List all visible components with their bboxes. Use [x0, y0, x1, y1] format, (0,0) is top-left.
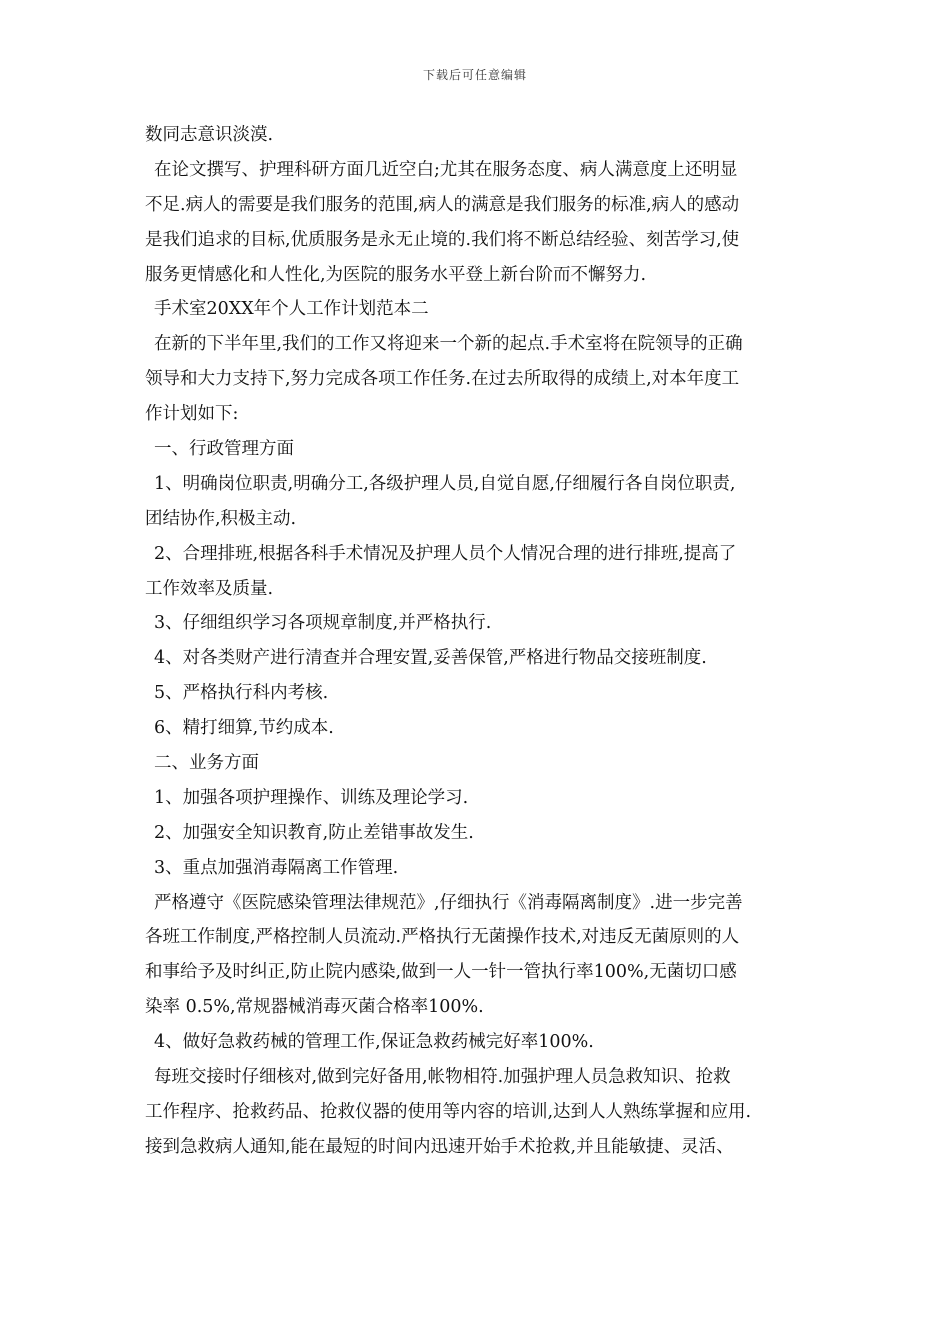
text-line: 作计划如下:: [145, 404, 239, 425]
text-line: 4、对各类财产进行清查并合理安置,妥善保管,严格进行物品交接班制度.: [154, 648, 707, 669]
text-line: 服务更情感化和人性化,为医院的服务水平登上新台阶而不懈努力.: [145, 264, 647, 285]
text-line: 和事给予及时纠正,防止院内感染,做到一人一针一管执行率100%,无菌切口感: [145, 962, 737, 983]
text-line: 接到急救病人通知,能在最短的时间内迅速开始手术抢救,并且能敏捷、灵活、: [145, 1136, 734, 1157]
text-line: 不足.病人的需要是我们服务的范围,病人的满意是我们服务的标准,病人的感动: [145, 194, 740, 215]
text-line: 在论文撰写、护理科研方面几近空白;尤其在服务态度、病人满意度上还明显: [154, 159, 738, 180]
text-line: 工作效率及质量.: [145, 578, 274, 599]
document-body: [145, 118, 813, 1165]
text-line: 是我们追求的目标,优质服务是永无止境的.我们将不断总结经验、刻苦学习,使: [145, 229, 740, 250]
text-line: 1、加强各项护理操作、训练及理论学习.: [154, 787, 469, 808]
text-line: 4、做好急救药械的管理工作,保证急救药械完好率100%.: [154, 1032, 594, 1053]
text-line: 团结协作,积极主动.: [145, 508, 297, 529]
text-line: 数同志意识淡漠.: [145, 125, 274, 145]
text-line: 工作程序、抢救药品、抢救仪器的使用等内容的培训,达到人人熟练掌握和应用.: [145, 1101, 752, 1122]
text-line: 2、加强安全知识教育,防止差错事故发生.: [154, 822, 474, 843]
text-line: 3、重点加强消毒隔离工作管理.: [154, 857, 399, 878]
text-line: 2、合理排班,根据各科手术情况及护理人员个人情况合理的进行排班,提高了: [154, 543, 737, 564]
text-line: 6、精打细算,节约成本.: [154, 718, 334, 739]
text-line: 在新的下半年里,我们的工作又将迎来一个新的起点.手术室将在院领导的正确: [154, 334, 743, 355]
page-header-note: 下载后可任意编辑: [422, 68, 527, 82]
text-line: 染率 0.5%,常规器械消毒灭菌合格率100%.: [145, 997, 484, 1018]
text-line: 手术室20XX年个人工作计划范本二: [154, 299, 429, 320]
text-line: 一、行政管理方面: [154, 439, 294, 460]
text-line: 1、明确岗位职责,明确分工,各级护理人员,自觉自愿,仔细履行各自岗位职责,: [154, 473, 736, 494]
text-line: 严格遵守《医院感染管理法律规范》,仔细执行《消毒隔离制度》.进一步完善: [154, 892, 743, 913]
text-line: 各班工作制度,严格控制人员流动.严格执行无菌操作技术,对违反无菌原则的人: [145, 927, 740, 948]
text-line: 每班交接时仔细核对,做到完好备用,帐物相符.加强护理人员急救知识、抢救: [154, 1067, 731, 1088]
text-line: 3、仔细组织学习各项规章制度,并严格执行.: [154, 613, 492, 634]
text-line: 二、业务方面: [154, 753, 259, 774]
text-line: 5、严格执行科内考核.: [154, 683, 329, 704]
text-line: 领导和大力支持下,努力完成各项工作任务.在过去所取得的成绩上,对本年度工: [145, 369, 740, 390]
